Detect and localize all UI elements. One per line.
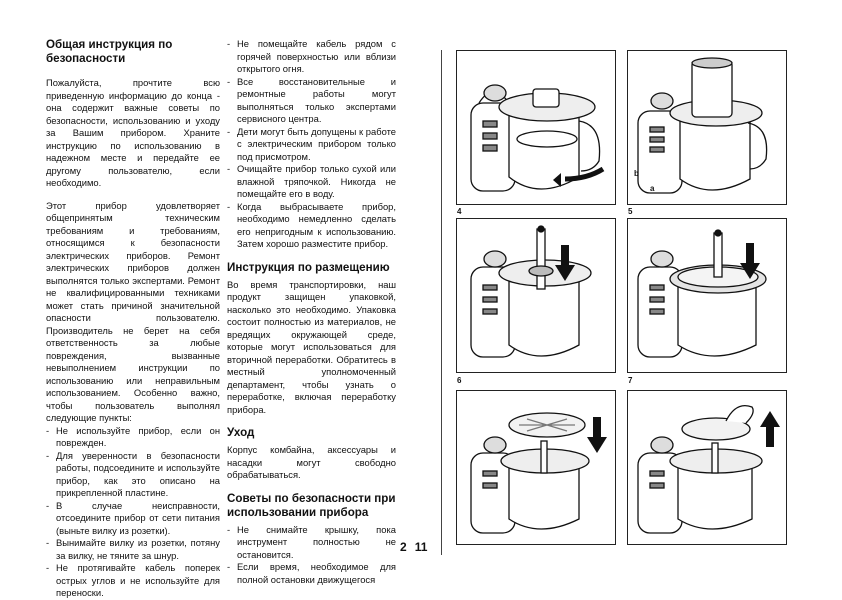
list-item: - Не снимайте крышку, пока инструмент полностью не остановится. xyxy=(227,524,396,562)
paragraph-disposal: Во время транспортировки, наш продукт защищен упаковкой, насколько это необходимо. Упаковка состоит полностью из материалов, не вредящих окружающей среде, которые могут использоваться для вторичной переработки. Обратитесь в местный уполномоченный департамент, чтобы узнать о переработке, включая переработку прибора. xyxy=(227,278,396,415)
figure-number-4: 4 xyxy=(457,207,462,216)
safety-list-right xyxy=(227,38,396,251)
list-item: - Вынимайте вилку из розетки, потяну за вилку, не тяните за шнур. xyxy=(46,537,220,562)
list-item: - Не используйте прибор, если он поврежден. xyxy=(46,425,220,450)
usage-safety-list xyxy=(227,524,396,587)
figure-panel-bowl-lid xyxy=(456,50,616,205)
safety-list-left xyxy=(46,425,220,600)
page-number-right: 11 xyxy=(414,540,428,554)
figure-panel-disc-placed xyxy=(627,218,787,373)
heading-general-safety: Общая инструкция по безопасности xyxy=(46,38,173,65)
list-item: - Очищайте прибор только сухой или влажной тряпочкой. Никогда не помещайте его в воду. xyxy=(227,163,396,201)
food-processor-illustration xyxy=(457,51,617,206)
food-processor-illustration xyxy=(457,391,617,546)
figure-number-7: 7 xyxy=(628,376,633,385)
text-column-left xyxy=(46,38,220,600)
food-processor-illustration xyxy=(628,219,788,374)
list-item: - Не протягивайте кабель поперек острых углов и не используйте для переноски. xyxy=(46,562,220,600)
list-item: - В случае неисправности, отсоедините прибор от сети питания (выньте вилку из розетки). xyxy=(46,500,220,538)
list-item: - Для уверенности в безопасности работы, подсоедините и используйте прибор, как это описано на прикрепленной пластине. xyxy=(46,450,220,500)
figure-panel-insert-disc xyxy=(456,390,616,545)
heading-usage-safety: Советы по безопасности при использовании прибора xyxy=(227,491,396,519)
figure-panel-remove-disc xyxy=(627,390,787,545)
figure-panel-insert-shaft xyxy=(456,218,616,373)
figure-panel-feed-tube xyxy=(627,50,787,205)
paragraph-care: Корпус комбайна, аксессуары и насадки могут свободно обрабатываться. xyxy=(227,444,396,480)
text-column-right xyxy=(227,38,396,586)
list-item: - Все восстановительные и ремонтные работы могут выполняться только экспертами сервисного центра. xyxy=(227,76,396,126)
paragraph-intro: Пожалуйста, прочтите всю приведенную информацию до конца - она содержит важные советы по безопасности, использованию и уходу за Вашим прибором. Храните инструкцию по использованию в надежном месте и передайте ее другому пользователю, если необходимо. xyxy=(46,77,220,188)
page-fold-line xyxy=(441,50,442,555)
list-item: - Когда выбрасываете прибор, необходимо немедленно сделать его непригодным к использованию. Затем хорошо разместите прибор. xyxy=(227,201,396,251)
heading-care: Уход xyxy=(227,426,255,439)
food-processor-illustration xyxy=(628,391,788,546)
food-processor-illustration xyxy=(457,219,617,374)
figure-label-b: b xyxy=(634,169,639,178)
figure-number-5: 5 xyxy=(628,207,633,216)
list-item: - Дети могут быть допущены к работе с электрическим прибором только под присмотром. xyxy=(227,126,396,164)
figure-number-6: 6 xyxy=(457,376,462,385)
page-numbers xyxy=(400,540,435,554)
list-item: - Если время, необходимое для полной остановки движущегося xyxy=(227,561,396,586)
heading-disposal: Инструкция по размещению xyxy=(227,260,390,274)
page-number-left: 2 xyxy=(400,540,407,554)
list-item: - Не помещайте кабель рядом с горячей поверхностью или вблизи открытого огня. xyxy=(227,38,396,76)
paragraph-requirements: Этот прибор удовлетворяет общепринятым техническим требованиям и требованиям, относящимся к безопасности электрических приборов. Ремонт электрических приборов должен выполнятся только экспертами. Ремонт не квалифицированными техниками может стать причиной значительной опасности пользователю. Производитель не берет на себя ответственность за любые повреждения, вызванные невыполнением инструкции по использованию или неправильным использованием. Особенно важно, чтобы пользователь выполнял следующие пункты: xyxy=(46,199,220,423)
food-processor-illustration xyxy=(628,51,788,206)
figure-label-a: a xyxy=(650,184,655,193)
